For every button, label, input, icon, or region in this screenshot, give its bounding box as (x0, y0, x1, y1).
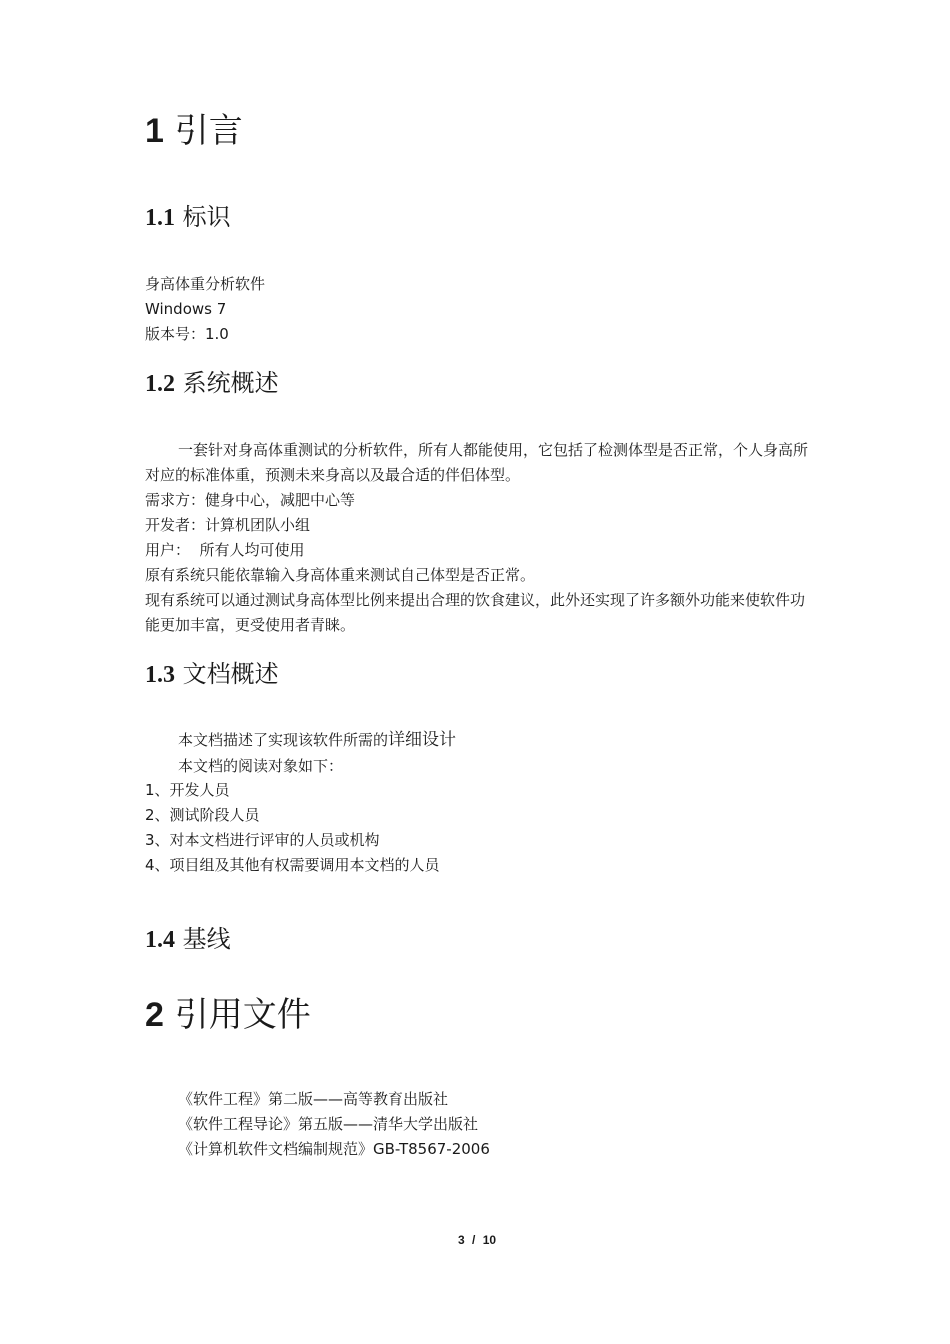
doc-overview-text: 本文档描述了实现该软件所需的 (178, 731, 389, 749)
heading-1-2-number: 1.2 (145, 371, 175, 397)
page-number (458, 1233, 496, 1247)
audience-item: 3、对本文档进行评审的人员或机构 (145, 831, 380, 849)
overview-demand: 需求方：健身中心，减肥中心等 (145, 491, 356, 509)
heading-1-4-number: 1.4 (145, 927, 175, 953)
heading-2-title: 引用文件 (174, 995, 311, 1035)
audience-item: 4、项目组及其他有权需要调用本文档的人员 (145, 856, 440, 874)
heading-1-1-number: 1.1 (145, 205, 175, 231)
overview-paragraph: 一套针对身高体重测试的分析软件，所有人都能使用，它包括了检测体型是否正常，个人身高所对应的标准体重，预测未来身高以及最合适的伴侣体型。 (145, 441, 809, 484)
overview-new-system: 现有系统可以通过测试身高体型比例来提出合理的饮食建议，此外还实现了许多额外功能来使软件功能更加丰富，更受使用者青睐。 (145, 591, 806, 634)
page-separator: / (472, 1233, 476, 1247)
heading-1 (145, 111, 243, 151)
doc-overview-line (178, 728, 456, 753)
reference-item: 《软件工程》第二版——高等教育出版社 (178, 1090, 449, 1108)
overview-users: 用户： 所有人均可使用 (145, 541, 305, 559)
identification-line: 版本号：1.0 (145, 325, 229, 343)
identification-line: 身高体重分析软件 (145, 275, 266, 293)
heading-1-3 (145, 659, 279, 690)
doc-overview-audience: 本文档的阅读对象如下： (178, 757, 344, 775)
heading-1-number: 1 (145, 112, 164, 150)
heading-1-4-title: 基线 (182, 925, 231, 953)
doc-overview-emphasis: 详细设计 (388, 730, 457, 750)
page-total: 10 (482, 1233, 497, 1247)
heading-1-1-title: 标识 (182, 203, 231, 231)
heading-1-4 (145, 924, 231, 955)
heading-1-3-number: 1.3 (145, 662, 175, 688)
overview-developer: 开发者：计算机团队小组 (145, 516, 311, 534)
audience-item: 2、测试阶段人员 (145, 806, 260, 824)
page-current: 3 (458, 1233, 465, 1247)
heading-1-2 (145, 368, 279, 399)
audience-item: 1、开发人员 (145, 781, 230, 799)
heading-1-2-title: 系统概述 (182, 369, 279, 397)
reference-item: 《软件工程导论》第五版——清华大学出版社 (178, 1115, 479, 1133)
overview-old-system: 原有系统只能依靠输入身高体重来测试自己体型是否正常。 (145, 566, 536, 584)
heading-1-1 (145, 202, 231, 233)
heading-2 (145, 995, 311, 1035)
heading-1-title: 引言 (174, 111, 243, 151)
heading-1-3-title: 文档概述 (182, 660, 279, 688)
heading-2-number: 2 (145, 996, 164, 1034)
reference-item: 《计算机软件文档编制规范》GB-T8567-2006 (178, 1140, 490, 1158)
identification-line: Windows 7 (145, 300, 227, 318)
